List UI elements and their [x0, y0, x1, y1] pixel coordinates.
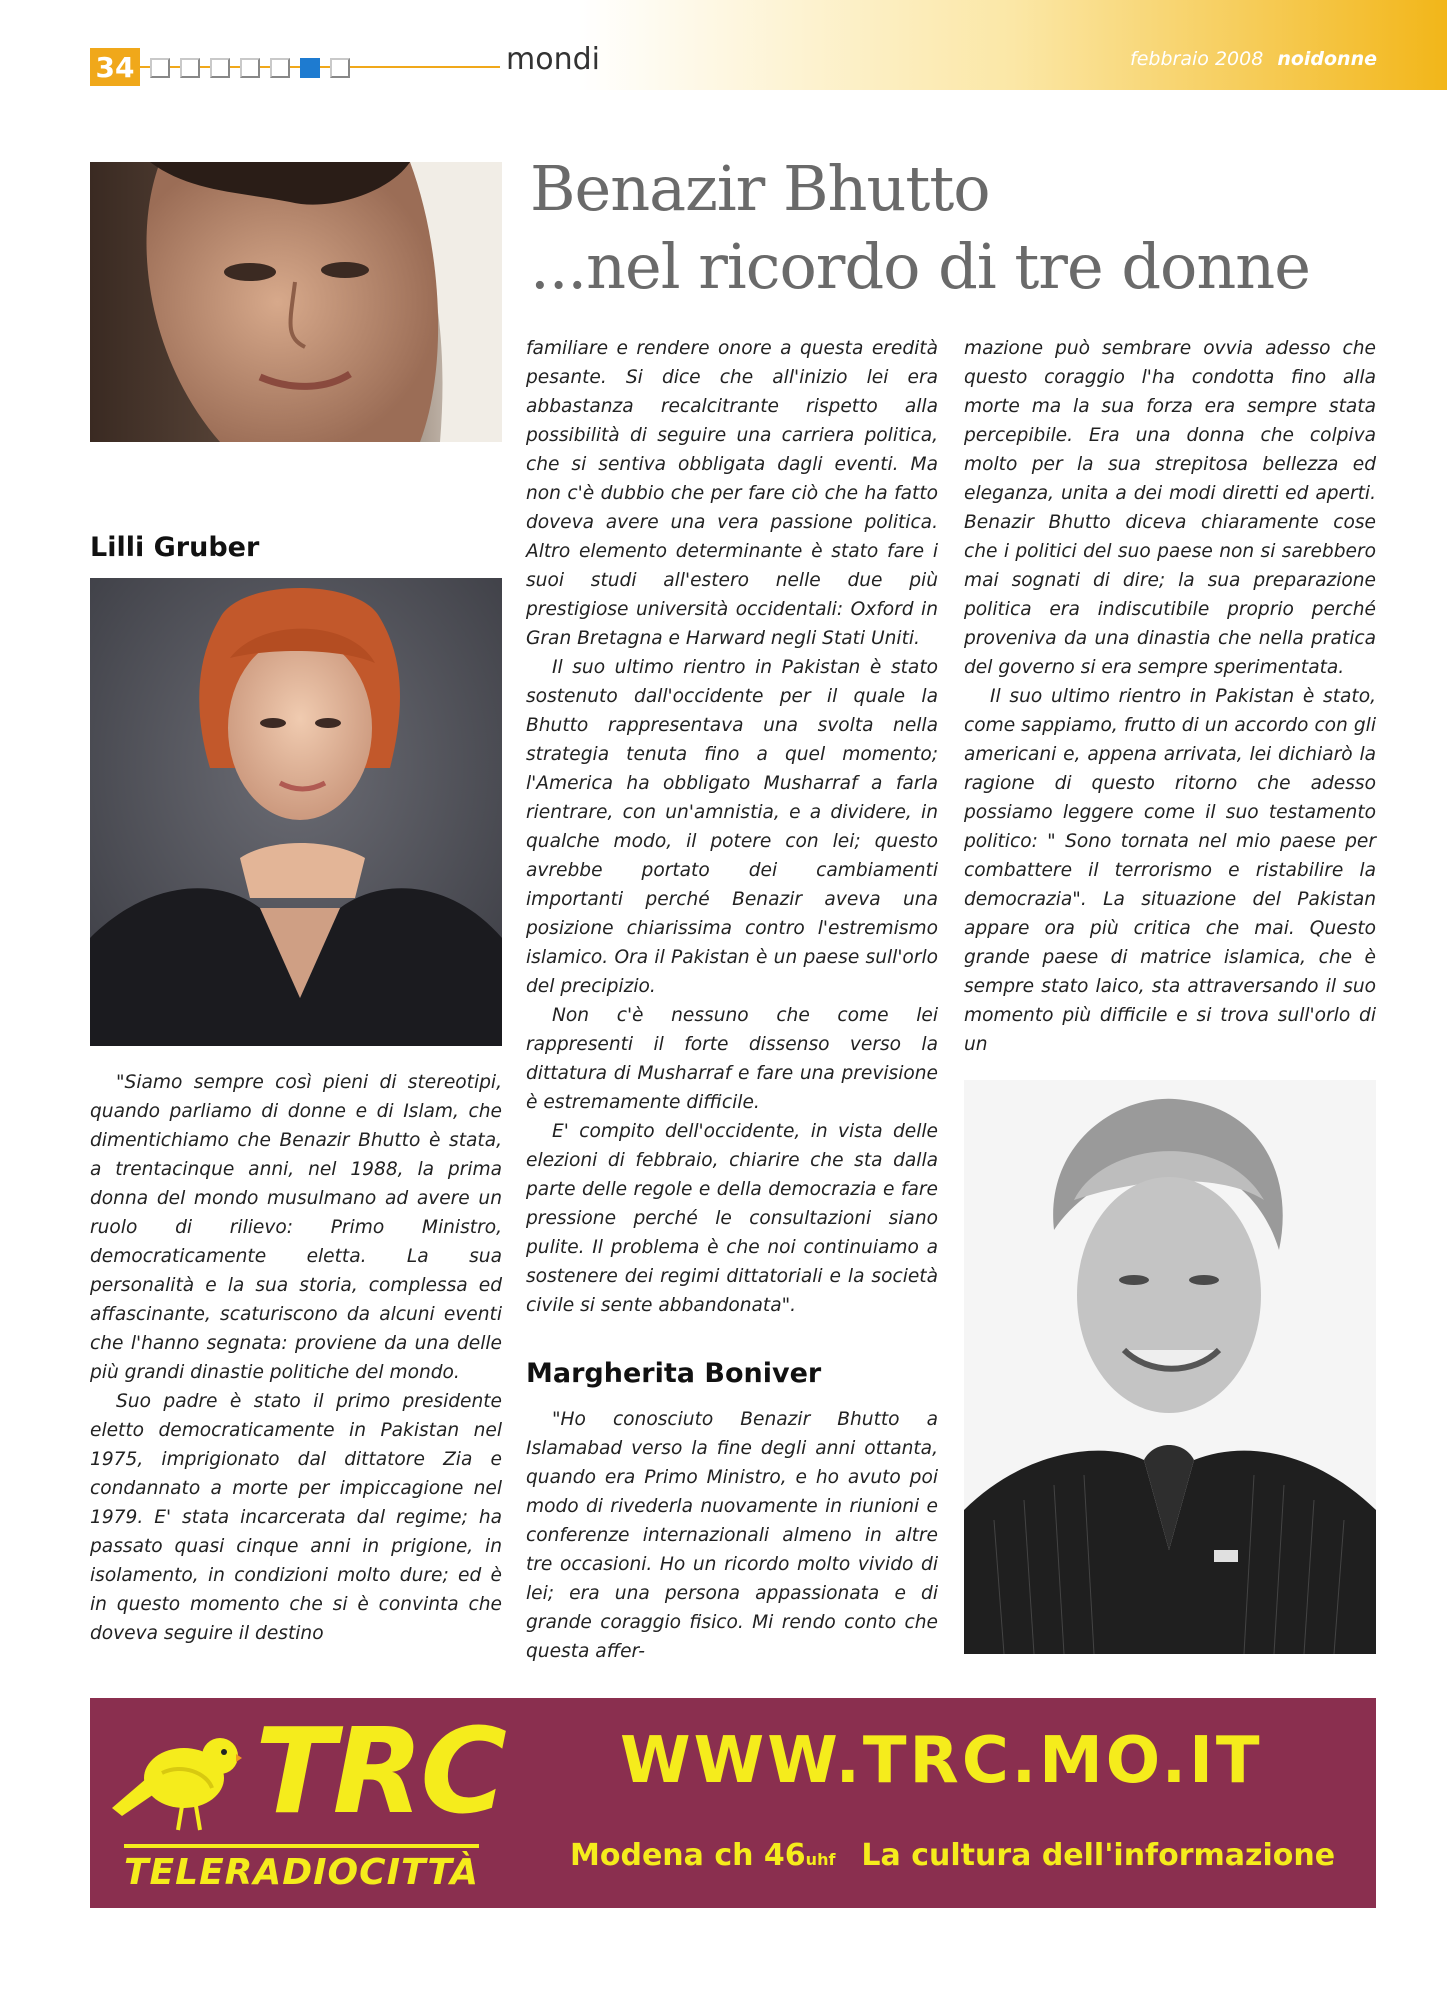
section-square — [210, 58, 230, 78]
section-square — [270, 58, 290, 78]
title-line-1: Benazir Bhutto — [530, 152, 990, 225]
section-square — [240, 58, 260, 78]
advertisement-banner[interactable] — [90, 1698, 1376, 1908]
section-square — [150, 58, 170, 78]
ad-subtitle: TELERADIOCITTÀ — [124, 1844, 479, 1893]
photo-margherita-boniver — [964, 1080, 1376, 1654]
paragraph: Il suo ultimo rientro in Pakistan è stato, come sappiamo, frutto di un accordo con gli americani e, appena arrivata, lei dichiarò la ragione di questo ritorno che adesso possiamo leggere come il suo testamento politico: " Sono tornata nel mio paese per combattere il terrorismo e ristabilire la democrazia". La situazione del Pakistan appare ora più critica che mai. Questo grande paese di matrice islamica, che è sempre stato laico, sta attraversando il suo momento più difficile e si trova sull'orlo di un — [964, 686, 1376, 1055]
title-line-2: ...nel ricordo di tre donne — [530, 230, 1310, 303]
paragraph: "Siamo sempre così pieni di stereotipi, quando parliamo di donne e di Islam, che dimentichiamo che Benazir Bhutto è stata, a trentacinque anni, nel 1988, la prima donna del mondo musulmano ad avere un ruolo di rilievo: Primo Ministro, democraticamente eletta. La sua personalità e la sua storia, complessa ed affascinante, scaturiscono da alcuni eventi che l'hanno segnata: proviene da una delle più grandi dinastie politiche del mondo. — [90, 1072, 502, 1383]
article-title — [530, 150, 1380, 306]
paragraph: mazione può sembrare ovvia adesso che questo coraggio l'ha condotta fino alla morte ma la sua forza era sempre stata percepibile. Era una donna che colpiva molto per la sua strepitosa bellezza ed eleganza, unita a dei modi diretti ed aperti. Benazir Bhutto diceva chiaramente cose che i politici del suo paese non si sarebbero mai sognati di dire; la sua preparazione politica era indiscutibile proprio perché proveniva da una dinastia che nella pratica del governo si era sempre sperimentata. — [964, 338, 1376, 678]
column-2-boniver-text — [526, 1405, 938, 1666]
ad-channel-unit: uhf — [805, 1850, 836, 1869]
issue-date: febbraio 2008 — [1130, 48, 1264, 70]
paragraph: E' compito dell'occidente, in vista delle elezioni di febbraio, chiarire che sta dalla parte delle regole e della democrazia e fare pressione perché le consultazioni siano pulite. Il problema è che noi continuiamo a sostenere dei regimi dittatoriali e la società civile si sente abbandonata". — [526, 1121, 938, 1316]
paragraph: Il suo ultimo rientro in Pakistan è stato sostenuto dall'occidente per il quale la Bhutto rappresentava una svolta nella strategia tenuta fino a quel momento; l'America ha obbligato Musharraf a farla rientrare, con un'amnistia, e a dividere, in qualche modo, il potere con lei; questo avrebbe portato dei cambiamenti importanti perché Benazir aveva una posizione chiarissima contro l'estremismo islamico. Ora il Pakistan è un paese sull'orlo del precipizio. — [526, 657, 938, 997]
ad-url-link[interactable]: WWW.TRC.MO.IT — [620, 1724, 1263, 1798]
column-2-text — [526, 334, 938, 1320]
paragraph: Suo padre è stato il primo presidente eletto democraticamente in Pakistan nel 1975, imprigionato dal dittatore Zia e condannato a morte per impiccagione nel 1979. E' stata incarcerata dal regime; ha passato quasi cinque anni in prigione, in isolamento, in condizioni molto dure; ed è in questo momento che si è convinta che doveva seguire il destino — [90, 1391, 502, 1644]
column-3-text — [964, 334, 1376, 1059]
photo-lilli-gruber — [90, 578, 502, 1046]
ad-slogan: La cultura dell'informazione — [861, 1838, 1336, 1873]
page-number: 34 — [90, 48, 140, 86]
ad-tagline — [570, 1838, 1335, 1873]
heading-lilli-gruber: Lilli Gruber — [90, 532, 260, 563]
section-square — [180, 58, 200, 78]
paragraph: "Ho conosciuto Benazir Bhutto a Islamabad verso la fine degli anni ottanta, quando era Primo Ministro, e ho avuto poi modo di rivederla nuovamente in riunioni e conferenze internazionali almeno in altre tre occasioni. Ho un ricordo molto vivido di lei; era una persona appassionata e di grande coraggio fisico. Mi rendo conto che questa affer- — [526, 1409, 938, 1662]
paragraph: Non c'è nessuno che come lei rappresenti il forte dissenso verso la dittatura di Musharraf e fare una previsione è estremamente difficile. — [526, 1005, 938, 1113]
column-1-text — [90, 1068, 502, 1648]
heading-margherita-boniver: Margherita Boniver — [526, 1358, 822, 1389]
ad-logo-text: TRC — [255, 1702, 504, 1840]
section-square-active — [300, 58, 320, 78]
paragraph: familiare e rendere onore a questa eredità pesante. Si dice che all'inizio lei era abbastanza recalcitrante rispetto alla possibilità di seguire una carriera politica, che si sentiva obbligata dagli eventi. Ma non c'è dubbio che per fare ciò che ha fatto doveva avere una vera passione politica. Altro elemento determinante è stato fare i suoi studi all'estero nelle due più prestigiose università occidentali: Oxford in Gran Bretagna e Harward negli Stati Uniti. — [526, 338, 938, 649]
ad-channel: Modena ch 46 — [570, 1838, 806, 1873]
section-indicator — [150, 58, 350, 78]
canary-logo-icon — [112, 1718, 242, 1838]
magazine-name: noidonne — [1277, 48, 1377, 70]
photo-benazir-bhutto — [90, 162, 502, 442]
section-square — [330, 58, 350, 78]
issue-info — [1130, 48, 1377, 70]
section-name: mondi — [506, 42, 600, 77]
